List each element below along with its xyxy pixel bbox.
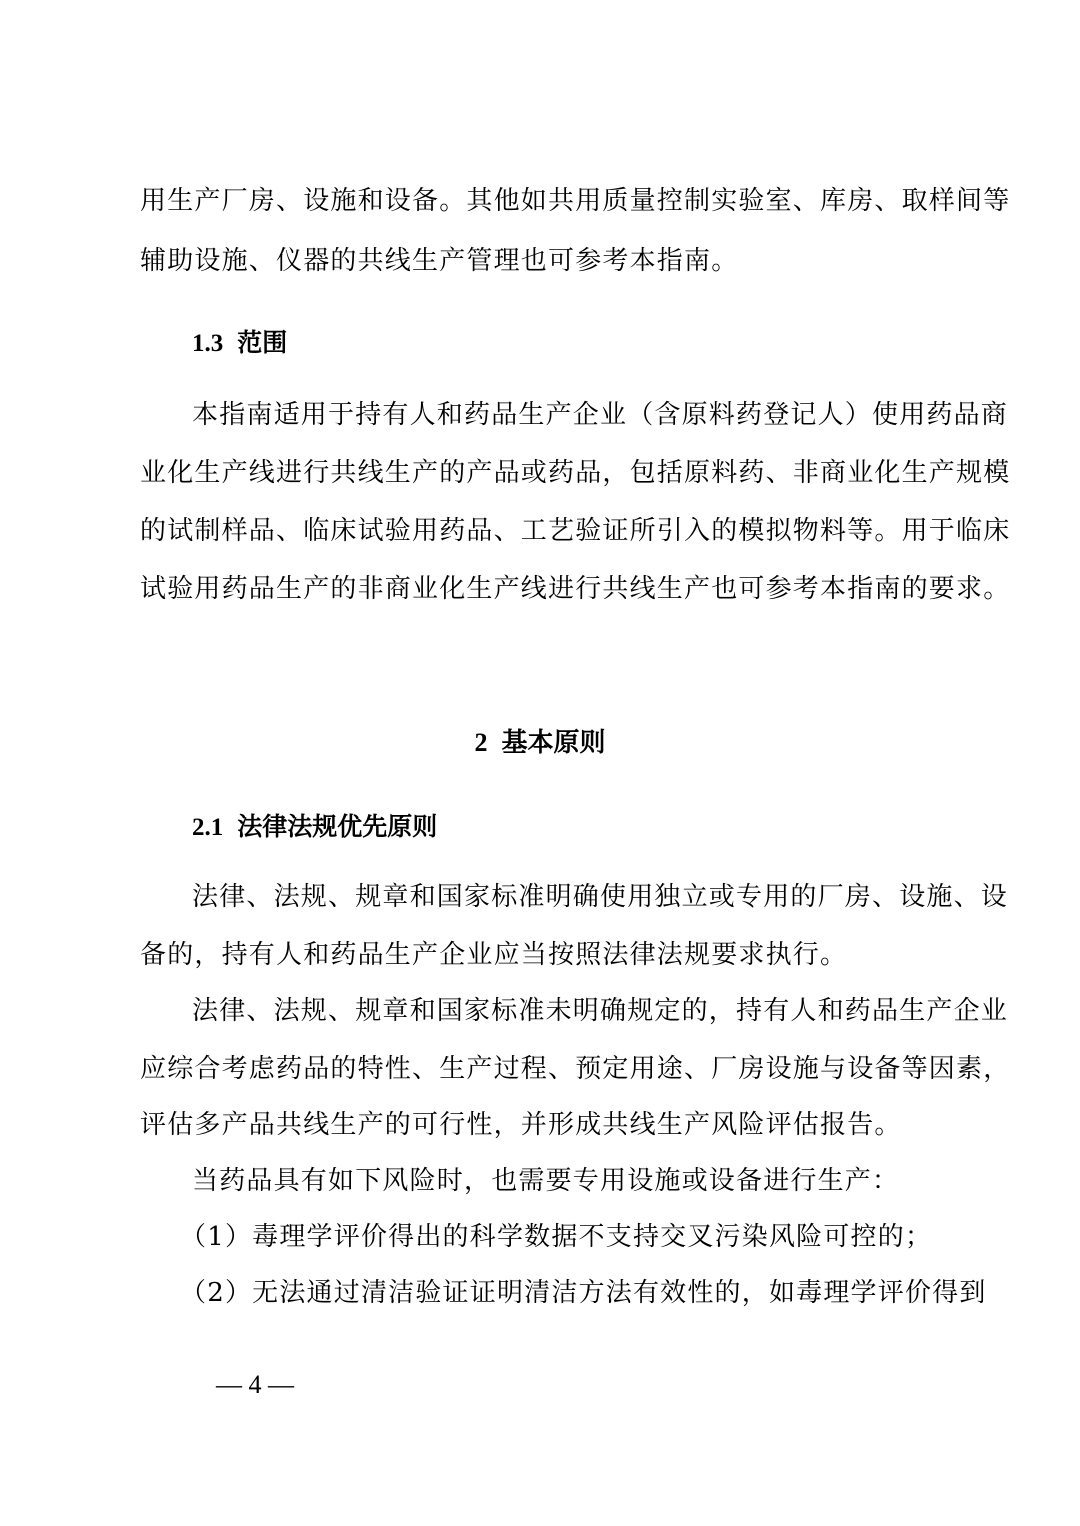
list-item: （2）无法通过清洁验证证明清洁方法有效性的，如毒理学评价得到	[180, 1278, 987, 1308]
section-heading-1-3	[192, 326, 287, 361]
body-text-line: 辅助设施、仪器的共线生产管理也可参考本指南。	[140, 246, 739, 276]
body-text-line: 用生产厂房、设施和设备。其他如共用质量控制实验室、库房、取样间等	[140, 186, 1011, 216]
section-number: 2.1	[192, 814, 224, 841]
chapter-title: 基本原则	[501, 728, 606, 758]
chapter-heading-2	[0, 726, 1080, 760]
body-text-line: 法律、法规、规章和国家标准明确使用独立或专用的厂房、设施、设	[192, 882, 1009, 912]
body-text-line: 备的，持有人和药品生产企业应当按照法律法规要求执行。	[140, 940, 848, 970]
body-text-line: 评估多产品共线生产的可行性，并形成共线生产风险评估报告。	[140, 1110, 902, 1140]
section-heading-2-1	[192, 810, 437, 845]
section-title: 范围	[237, 328, 288, 357]
body-text-line: 法律、法规、规章和国家标准未明确规定的，持有人和药品生产企业	[192, 996, 1009, 1026]
list-item: （1）毒理学评价得出的科学数据不支持交叉污染风险可控的；	[180, 1222, 933, 1252]
section-title: 法律法规优先原则	[237, 812, 438, 841]
body-text-line: 当药品具有如下风险时，也需要专用设施或设备进行生产：	[192, 1166, 900, 1196]
body-text-line: 的试制样品、临床试验用药品、工艺验证所引入的模拟物料等。用于临床	[140, 516, 1011, 546]
section-number: 1.3	[192, 330, 224, 357]
body-text-line: 业化生产线进行共线生产的产品或药品，包括原料药、非商业化生产规模	[140, 458, 1011, 488]
body-text-line: 应综合考虑药品的特性、生产过程、预定用途、厂房设施与设备等因素，	[140, 1054, 1011, 1084]
body-text-line: 试验用药品生产的非商业化生产线进行共线生产也可参考本指南的要求。	[140, 574, 1011, 604]
chapter-number: 2	[474, 728, 488, 757]
page-number: — 4 —	[216, 1370, 294, 1399]
body-text-line: 本指南适用于持有人和药品生产企业（含原料药登记人）使用药品商	[192, 400, 1009, 430]
